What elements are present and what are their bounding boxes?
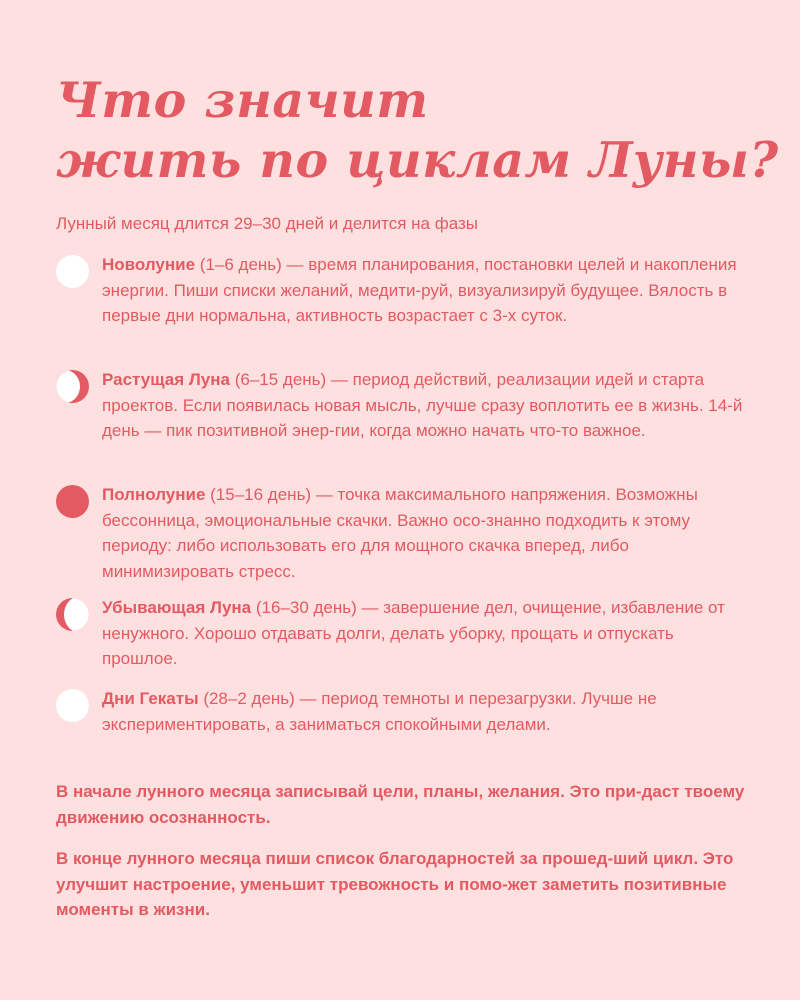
title-line-2: жить по циклам Луны? bbox=[56, 131, 779, 189]
new-moon-icon bbox=[56, 255, 89, 288]
phase-waxing-moon bbox=[56, 367, 746, 444]
title-line-1: Что значит bbox=[56, 71, 429, 129]
phase-name: Новолуние bbox=[102, 255, 196, 274]
phase-description: (1–6 день) — время планирования, постановки целей и накопления энергии. Пиши списки желаний, медити-руй, визуализируй будущее. Вялость в первые дни нормальна, активность возрастает с 3-х суток. bbox=[102, 255, 737, 325]
phase-new-moon bbox=[56, 252, 746, 329]
page-title bbox=[56, 70, 779, 190]
phase-name: Убывающая Луна bbox=[102, 598, 252, 617]
phase-description: (6–15 день) — период действий, реализации идей и старта проектов. Если появилась новая мысль, лучше сразу воплотить ее в жизнь. 14-й день — пик позитивной энер-гии, когда можно начать что-то важное. bbox=[102, 370, 743, 440]
phase-name: Растущая Луна bbox=[102, 370, 230, 389]
waning-moon-icon bbox=[56, 598, 89, 631]
full-moon-icon bbox=[56, 485, 89, 518]
phase-description: (15–16 день) — точка максимального напряжения. Возможны бессонница, эмоциональные скачки. Важно осо-знанно подходить к этому периоду: либо использовать его для мощного скачка вперед, либо минимизировать стресс. bbox=[102, 485, 698, 581]
phase-description: (28–2 день) — период темноты и перезагрузки. Лучше не экспериментировать, а заниматься спокойными делами. bbox=[102, 689, 657, 734]
hecate-moon-icon bbox=[56, 689, 89, 722]
intro-text: Лунный месяц длится 29–30 дней и делится на фазы bbox=[56, 214, 479, 233]
phase-description: (16–30 день) — завершение дел, очищение, избавление от ненужного. Хорошо отдавать долги, делать уборку, прощать и отпускать прошлое. bbox=[102, 598, 725, 668]
phase-waning-moon bbox=[56, 595, 746, 672]
phase-hecate-days bbox=[56, 686, 746, 737]
note-start-of-month: В начале лунного месяца записывай цели, планы, желания. Это при-даст твоему движению осознанность. bbox=[56, 782, 745, 827]
note-end-of-month: В конце лунного месяца пиши список благодарностей за прошед-ший цикл. Это улучшит настроение, уменьшит тревожность и помо-жет заметить позитивные моменты в жизни. bbox=[56, 849, 734, 919]
waxing-moon-icon bbox=[56, 370, 89, 403]
phase-full-moon bbox=[56, 482, 746, 584]
phase-name: Дни Гекаты bbox=[102, 689, 199, 708]
phase-name: Полнолуние bbox=[102, 485, 206, 504]
